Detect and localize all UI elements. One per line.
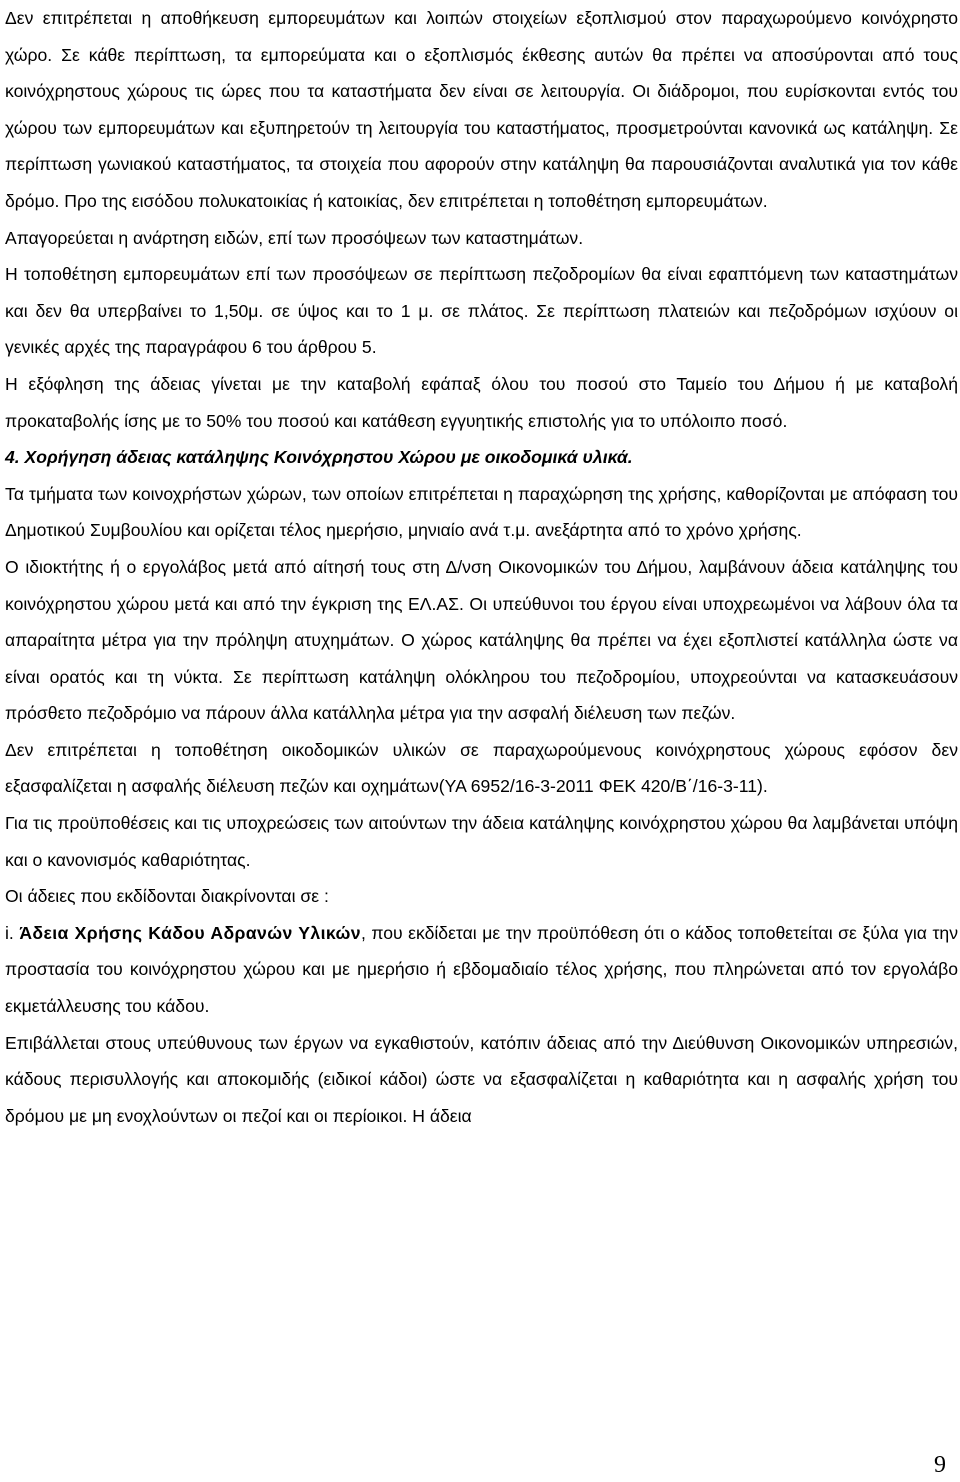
paragraph-payment: Η εξόφληση της άδειας γίνεται με την καταβολή εφάπαξ όλου του ποσού στο Ταμείο του Δήμου ή με καταβολή προκαταβολής ίσης με το 50% του ποσού και κατάθεση εγγυητικής επιστολής για το υπόλοιπο ποσό. [5,373,958,431]
paragraph-building-materials-ban: Δεν επιτρέπεται η τοποθέτηση οικοδομικών υλικών σε παραχωρούμενους κοινόχρηστους χώρους εφόσον δεν εξασφαλίζεται η ασφαλής διέλευση πεζών και οχημάτων(ΥΑ 6952/16-3-2011 ΦΕΚ 420/Β΄/16-3-11). [5,739,958,797]
section-heading: 4. Χορήγηση άδειας κατάληψης Κοινόχρηστου Χώρου με οικοδομικά υλικά. [5,447,633,468]
paragraph-permit-types: Οι άδειες που εκδίδονται διακρίνονται σε : [5,886,329,907]
paragraph-closing: Επιβάλλεται στους υπεύθυνους των έργων να εγκαθιστούν, κατόπιν άδειας από την Διεύθυνση Οικονομικών υπηρεσιών, κάδους περισυλλογής και αποκομιδής (ειδικοί κάδοι) ώστε να εξασφαλίζεται η καθαριότητα και η ασφαλής χρήση του δρόμου με μη ενοχλούντων οι πεζοί και οι περίοικοι. Η άδεια [5,1032,958,1126]
paragraph-facade-placement: Η τοποθέτηση εμπορευμάτων επί των προσόψεων σε περίπτωση πεζοδρομίων θα είναι εφαπτόμενη των καταστημάτων και δεν θα υπερβαίνει το 1,50μ. σε ύψος και το 1 μ. σε πλάτος. Σε περίπτωση πλατειών και πεζοδρόμων ισχύουν οι γενικές αρχές της παραγράφου 6 του άρθρου 5. [5,264,958,358]
list-item-i [5,915,958,1025]
paragraph-municipal-council: Τα τμήματα των κοινοχρήστων χώρων, των οποίων επιτρέπεται η παραχώρηση της χρήσης, καθορίζονται με απόφαση του Δημοτικού Συμβουλίου και ορίζεται τέλος ημερήσιο, μηνιαίο ανά τ.μ. ανεξάρτητα από το χρόνο χρήσης. [5,483,958,541]
paragraph-owner-contractor: Ο ιδιοκτήτης ή ο εργολάβος μετά από αίτησή τους στη Δ/νση Οικονομικών του Δήμου, λαμβάνουν άδεια κατάληψης του κοινόχρηστου χώρου μετά και από την έγκριση της ΕΛ.ΑΣ. Οι υπεύθυνοι του έργου είναι υποχρεωμένοι να λάβουν όλα τα απαραίτητα μέτρα για την πρόληψη ατυχημάτων. Ο χώρος κατάληψης θα πρέπει να έχει εξοπλιστεί κατάλληλα ώστε να είναι ορατός και τη νύκτα. Σε περίπτωση κατάληψη ολόκληρου του πεζοδρομίου, υποχρεούνται να κατασκευάσουν πρόσθετο πεζοδρόμιο να πάρουν άλλα κατάλληλα μέτρα για την ασφαλή διέλευση των πεζών. [5,556,958,724]
paragraph-cleanliness: Για τις προϋποθέσεις και τις υποχρεώσεις των αιτούντων την άδεια κατάληψης κοινόχρηστου χώρου θα λαμβάνεται υπόψη και ο κανονισμός καθαριότητας. [5,813,958,870]
list-marker: i. [5,922,20,943]
list-item-title: Άδεια Χρήσης Κάδου Αδρανών Υλικών [19,922,361,943]
list-item-text: , που εκδίδεται με την προϋπόθεση ότι ο κάδος τοποθετείται σε ξύλα για την προστασία του κοινόχρηστου χώρου και με ημερήσιο ή εβδομαδιαίο τέλος χρήσης, που πληρώνεται από τον εργολάβο εκμετάλλευσης του κάδου. [5,922,959,1017]
page-number: 9 [934,1452,946,1478]
document-page [5,0,958,1134]
paragraph-hanging-ban: Απαγορεύεται η ανάρτηση ειδών, επί των προσόψεων των καταστημάτων. [5,227,584,248]
paragraph-storage-rules: Δεν επιτρέπεται η αποθήκευση εμπορευμάτων και λοιπών στοιχείων εξοπλισμού στον παραχωρούμενο κοινόχρηστο χώρο. Σε κάθε περίπτωση, τα εμπορεύματα και ο εξοπλισμός έκθεσης αυτών θα πρέπει να αποσύρονται από τους κοινόχρηστους χώρους τις ώρες που τα καταστήματα δεν είναι σε λειτουργία. Οι διάδρομοι, που ευρίσκονται εντός του χώρου των εμπορευμάτων και εξυπηρετούν τη λειτουργία του καταστήματος, προσμετρούνται κανονικά ως κατάληψη. Σε περίπτωση γωνιακού καταστήματος, τα στοιχεία που αφορούν στην κατάληψη θα παρουσιάζονται αναλυτικά για τον κάθε δρόμο. Προ της εισόδου πολυκατοικίας ή κατοικίας, δεν επιτρέπεται η τοποθέτηση εμπορευμάτων. [5,8,958,211]
